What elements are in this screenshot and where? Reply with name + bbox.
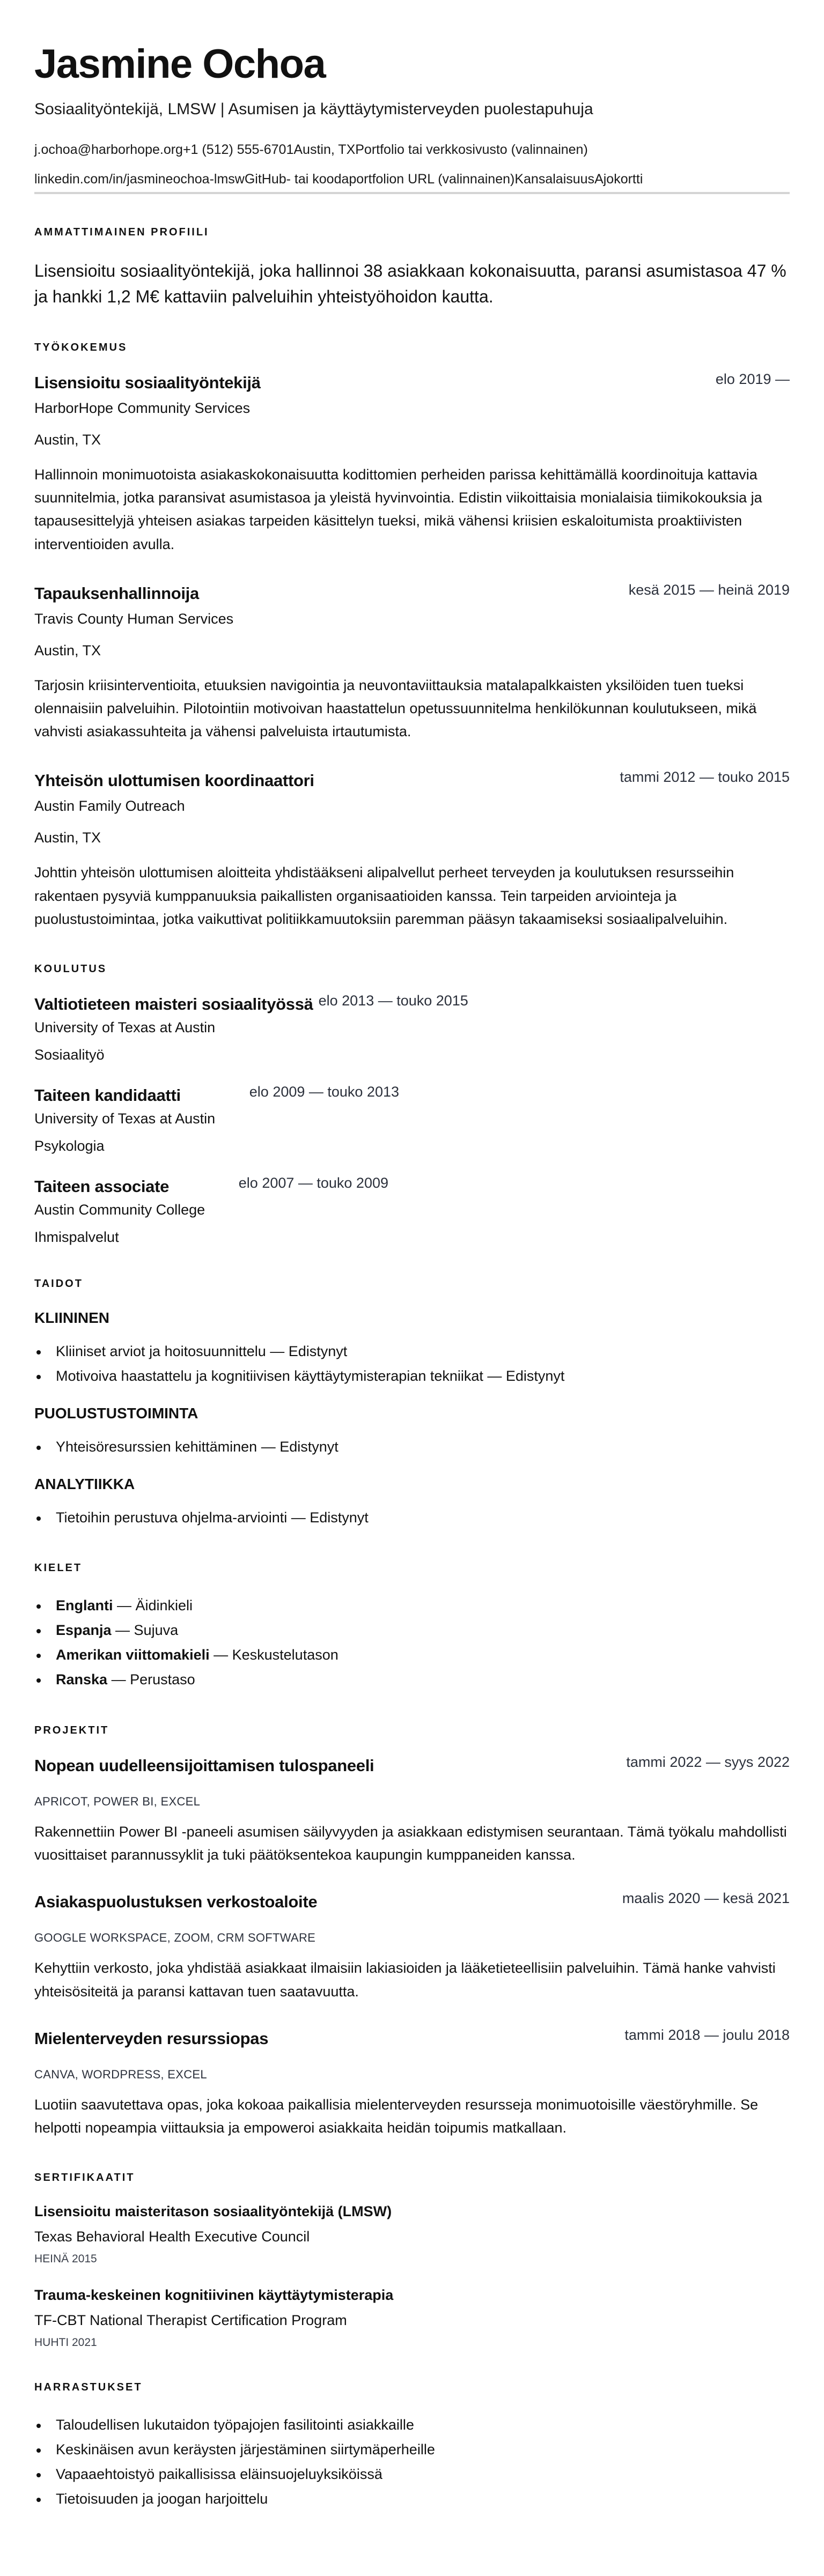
profile-summary: Lisensioitu sosiaalityöntekijä, joka hallinnoi 38 asiakkaan kokonaisuutta, paransi asumistasoa 47 % ja hankki 1,2 M€ kattaviin palveluihin yhteistyöhoidon kautta. [34,261,786,306]
education-item-header [34,1174,388,1196]
language-item [34,1668,790,1692]
certification-name: Lisensioitu maisteritason sosiaalityöntekijä (LMSW) [34,2203,392,2220]
skill-item: Tietoihin perustuva ohjelma-arviointi — Edistynyt [34,1506,790,1530]
skill-item: Yhteisöresurssien kehittäminen — Edistynyt [34,1435,790,1460]
field-of-study: Sosiaalityö [34,1046,105,1063]
project-name: Asiakaspuolustuksen verkostoaloite [34,1892,318,1912]
header-divider [34,192,790,194]
project-tech-stack: APRICOT, POWER BI, EXCEL [34,1795,201,1808]
interest-list [34,2413,790,2512]
project-description: Rakennettiin Power BI -paneeli asumisen säilyvyyden ja asiakkaan edistymisen seurantaan. Tämä työkalu mahdollisti vuosittaiset parannussyklit ja tuki päätöksentekoa kaupungin kumppaneiden kanssa. [34,1824,787,1863]
certification-name: Trauma-keskeinen kognitiivinen käyttäytymisterapia [34,2287,394,2304]
project-description: Luotiin saavutettava opas, joka kokoaa paikallisia mielenterveyden resursseja monimuotoisille väestöryhmille. Se helpotti nopeampia viittauksia ja empoweroi asiakkaita heidän toipumis matkallaan. [34,2096,759,2136]
skill-group-title: KLIININEN [34,1309,109,1326]
experience-item [34,373,790,556]
section-title: PROJEKTIT [34,1724,109,1736]
job-employer: HarborHope Community Services [34,400,251,416]
language-level: — Äidinkieli [113,1597,193,1614]
language-level: — Keskustelutason [209,1647,339,1663]
skill-item: Motivoiva haastattelu ja kognitiivisen käyttäytymisterapian tekniikat — Edistynyt [34,1364,790,1389]
candidate-name: Jasmine Ochoa [34,41,326,87]
experience-item [34,771,790,931]
skill-list [34,1339,790,1389]
contact-location: Austin, TX [293,142,356,157]
degree-dates: elo 2007 — touko 2009 [238,1174,388,1191]
section-title: HARRASTUKSET [34,2381,143,2394]
school-name: Austin Community College [34,1201,205,1218]
skill-item: Kliiniset arviot ja hoitosuunnittelu — Edistynyt [34,1339,790,1364]
job-description: Johttin yhteisön ulottumisen aloitteita yhdistääkseni alipalvellut perheet terveyden ja koulutuksen resursseihin rakentaen pysyviä kumppanuuksia paikallisten organisaatioiden kanssa. Tein tarpeiden arviointeja ja puolustustoimintaa, jotka vaikuttivat politiikkamuutoksiin paremman pääsyn takaamiseksi sosiaalipalveluihin. [34,864,734,927]
skill-group [34,1476,790,1530]
job-employer: Austin Family Outreach [34,798,185,815]
school-name: University of Texas at Austin [34,1019,216,1035]
section-title: KIELET [34,1562,83,1574]
degree-title: Taiteen kandidaatti [34,1085,181,1105]
experience-item-header [34,373,790,393]
skill-group [34,1405,790,1460]
education-item [34,1083,399,1154]
language-level: — Sujuva [111,1622,179,1639]
degree-title: Valtiotieteen maisteri sosiaalityössä [34,994,313,1013]
degree-dates: elo 2013 — touko 2015 [318,992,468,1009]
section-title: KOULUTUS [34,963,107,975]
interest-item: Vapaaehtoistyö paikallisissa eläinsuojeluyksiköissä [34,2462,790,2487]
section-title: AMMATTIMAINEN PROFIILI [34,226,209,238]
section-certifications [34,2172,790,2349]
section-education [34,963,790,1246]
interest-item: Keskinäisen avun keräysten järjestäminen siirtymäperheille [34,2438,790,2462]
candidate-headline: Sosiaalityöntekijä, LMSW | Asumisen ja käyttäytymisterveyden puolestapuhuja [34,100,593,118]
education-item-header [34,1083,399,1105]
section-experience [34,342,790,931]
school-name: University of Texas at Austin [34,1110,216,1127]
section-title: SERTIFIKAATIT [34,2172,135,2184]
project-item-header [34,2026,790,2048]
contact-row-primary [34,141,790,159]
skill-list [34,1435,790,1460]
contact-linkedin[interactable]: linkedin.com/in/jasmineochoa-lmsw [34,171,245,187]
degree-title: Taiteen associate [34,1176,170,1196]
skill-group-title: PUOLUSTUSTOIMINTA [34,1404,198,1422]
language-item [34,1594,790,1618]
project-dates: tammi 2022 — syys 2022 [626,1754,790,1770]
certification-item [34,2203,790,2266]
job-dates: elo 2019 — [715,371,790,387]
certification-date: HUHTI 2021 [34,2336,97,2349]
section-languages [34,1562,790,1692]
experience-item-header [34,581,790,603]
project-name: Mielenterveyden resurssiopas [34,2029,269,2048]
language-item [34,1618,790,1643]
job-location: Austin, TX [34,432,101,448]
job-employer: Travis County Human Services [34,610,234,627]
resume-header [34,41,790,194]
job-description: Tarjosin kriisinterventioita, etuuksien navigointia ja neuvontaviittauksia matalapalkkaisten yksilöiden tuen tueksi olennaisiin palveluihin. Pilotointiin motivoivan haastattelun opetussuunnitelma henkilökunnan koulutukseen, mikä vahvisti asiakassuhteita ja vähensi palveluista irtautumista. [34,677,757,740]
project-dates: maalis 2020 — kesä 2021 [622,1890,790,1907]
section-title: TAIDOT [34,1277,83,1290]
project-item-header [34,1892,790,1912]
certification-issuer: Texas Behavioral Health Executive Council [34,2229,310,2245]
education-item [34,992,468,1063]
education-item [34,1174,388,1246]
job-title: Yhteisön ulottumisen koordinaattori [34,771,314,790]
contact-portfolio[interactable]: Portfolio tai verkkosivusto (valinnainen) [355,142,588,157]
skill-list [34,1506,790,1530]
language-name: Ranska [56,1671,108,1688]
section-skills [34,1278,790,1530]
job-title: Lisensioitu sosiaalityöntekijä [34,373,261,392]
job-dates: kesä 2015 — heinä 2019 [628,581,790,598]
language-name: Englanti [56,1597,113,1614]
experience-item [34,581,790,744]
section-projects [34,1724,790,2140]
contact-citizenship: Kansalaisuus [514,171,595,187]
project-item-header [34,1756,790,1775]
field-of-study: Psykologia [34,1137,105,1154]
language-item [34,1643,790,1668]
contact-github[interactable]: GitHub- tai koodaportfolion URL (valinnainen) [244,171,515,187]
project-name: Nopean uudelleensijoittamisen tulospaneeli [34,1756,374,1775]
contact-drivers-license: Ajokortti [594,171,643,187]
project-item [34,1756,790,1867]
job-title: Tapauksenhallinnoija [34,583,199,603]
language-name: Espanja [56,1622,112,1639]
certification-issuer: TF-CBT National Therapist Certification Program [34,2312,347,2329]
contact-row-secondary [34,171,790,188]
language-level: — Perustaso [107,1671,195,1688]
language-name: Amerikan viittomakieli [56,1647,210,1663]
project-dates: tammi 2018 — joulu 2018 [624,2026,790,2043]
project-tech-stack: GOOGLE WORKSPACE, ZOOM, CRM SOFTWARE [34,1931,316,1945]
field-of-study: Ihmispalvelut [34,1228,119,1245]
project-tech-stack: CANVA, WORDPRESS, EXCEL [34,2067,207,2081]
job-dates: tammi 2012 — touko 2015 [620,769,790,786]
project-item [34,1892,790,2003]
experience-item-header [34,771,790,790]
contact-phone[interactable]: +1 (512) 555-6701 [182,142,294,157]
job-description: Hallinnoin monimuotoista asiakaskokonaisuutta kodittomien perheiden parissa kehittämällä koordinoituja kattavia suunnitelmia, jotka paransivat asumistasoa ja yleistä hyvinvointia. Edistin viikoittaisia monialaisia tiimikokouksia ja tapausesittelyjä yhteisen asiakas tarpeiden käsittelyn tueksi, mikä vähensi kriisien eskaloitumista proaktiivisten interventioiden avulla. [34,467,762,552]
section-interests [34,2381,790,2512]
contact-email[interactable]: j.ochoa@harborhope.org [34,142,183,157]
skill-group-title: ANALYTIIKKA [34,1475,135,1492]
education-item-header [34,992,468,1014]
certification-date: HEINÄ 2015 [34,2253,97,2266]
language-list [34,1594,790,1692]
skill-group [34,1309,790,1389]
job-location: Austin, TX [34,642,101,658]
job-location: Austin, TX [34,830,101,846]
certification-item [34,2287,790,2349]
project-description: Kehyttiin verkosto, joka yhdistää asiakkaat ilmaisiin lakiasioiden ja lääketieteellisiin palveluihin. Tämä hanke vahvisti yhteisösiteitä ja paransi kattavan tuen saatavuutta. [34,1960,776,2000]
interest-item: Tietoisuuden ja joogan harjoittelu [34,2487,790,2512]
section-title: TYÖKOKEMUS [34,342,128,353]
degree-dates: elo 2009 — touko 2013 [249,1083,399,1100]
interest-item: Taloudellisen lukutaidon työpajojen fasilitointi asiakkaille [34,2413,790,2438]
section-profile [34,226,790,309]
project-item [34,2026,790,2140]
